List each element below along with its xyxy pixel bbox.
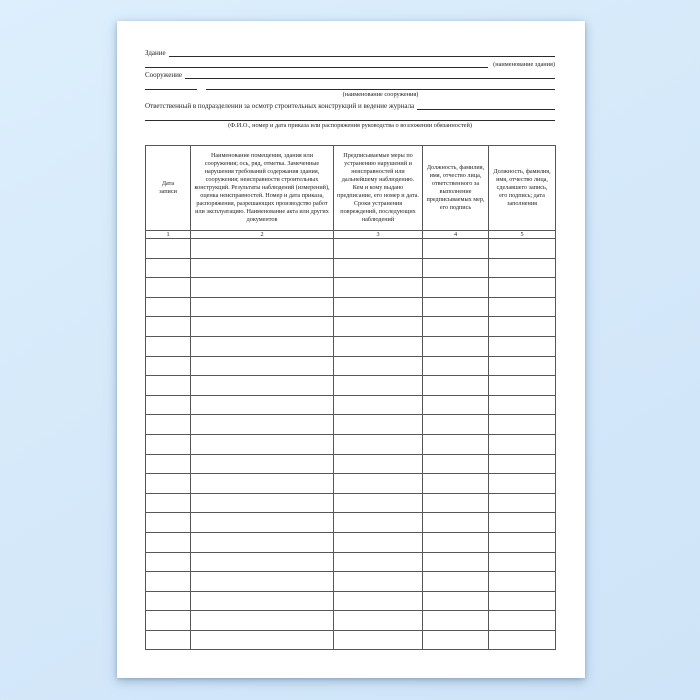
table-cell bbox=[423, 474, 489, 494]
table-cell bbox=[423, 356, 489, 376]
table-cell bbox=[146, 474, 191, 494]
column-number: 3 bbox=[334, 231, 423, 239]
table-cell bbox=[423, 239, 489, 259]
table-row bbox=[146, 454, 556, 474]
table-cell bbox=[146, 591, 191, 611]
table-cell bbox=[423, 552, 489, 572]
structure-label: Сооружение bbox=[145, 71, 182, 79]
table-cell bbox=[191, 258, 334, 278]
table-cell bbox=[334, 356, 423, 376]
table-cell bbox=[334, 493, 423, 513]
table-cell bbox=[191, 297, 334, 317]
table-cell bbox=[191, 454, 334, 474]
table-row bbox=[146, 258, 556, 278]
table-row bbox=[146, 493, 556, 513]
structure-fill-short bbox=[145, 88, 197, 90]
table-cell bbox=[191, 356, 334, 376]
responsible-fill-line bbox=[417, 108, 555, 110]
table-cell bbox=[146, 395, 191, 415]
structure-line-2 bbox=[145, 80, 555, 91]
table-cell bbox=[423, 278, 489, 298]
form-content bbox=[145, 47, 555, 650]
table-cell bbox=[489, 454, 556, 474]
table-cell bbox=[489, 474, 556, 494]
building-caption: (наименование здания) bbox=[493, 61, 555, 68]
table-cell bbox=[489, 572, 556, 592]
table-row bbox=[146, 611, 556, 631]
table-cell bbox=[146, 239, 191, 259]
building-fill-line bbox=[169, 55, 555, 57]
table-cell bbox=[489, 356, 556, 376]
table-cell bbox=[423, 297, 489, 317]
table-row bbox=[146, 297, 556, 317]
col-header-recorder: Должность, фамилия, имя, отчество лица, сделавшего запись, его подпись; дата заполнения bbox=[489, 146, 556, 231]
journal-table-body bbox=[146, 239, 556, 650]
table-cell bbox=[423, 434, 489, 454]
table-cell bbox=[191, 591, 334, 611]
table-cell bbox=[191, 317, 334, 337]
table-cell bbox=[334, 395, 423, 415]
column-number: 2 bbox=[191, 231, 334, 239]
table-cell bbox=[489, 395, 556, 415]
table-cell bbox=[334, 474, 423, 494]
table-cell bbox=[146, 630, 191, 650]
table-cell bbox=[191, 513, 334, 533]
table-cell bbox=[489, 591, 556, 611]
table-cell bbox=[146, 532, 191, 552]
table-cell bbox=[191, 395, 334, 415]
table-cell bbox=[146, 317, 191, 337]
table-cell bbox=[146, 434, 191, 454]
responsible-label: Ответственный в подразделении за осмотр строительных конструкций и ведение журнала bbox=[145, 102, 415, 110]
table-row bbox=[146, 630, 556, 650]
column-number: 4 bbox=[423, 231, 489, 239]
table-cell bbox=[489, 317, 556, 337]
table-cell bbox=[489, 376, 556, 396]
building-line bbox=[145, 47, 555, 58]
table-cell bbox=[191, 239, 334, 259]
responsible-caption: (Ф.И.О., номер и дата приказа или распоряжения руководства о возложении обязанностей) bbox=[228, 122, 472, 129]
responsible-line bbox=[145, 100, 555, 111]
table-cell bbox=[146, 513, 191, 533]
table-cell bbox=[146, 297, 191, 317]
table-cell bbox=[423, 258, 489, 278]
table-cell bbox=[146, 572, 191, 592]
table-row bbox=[146, 532, 556, 552]
table-row bbox=[146, 513, 556, 533]
table-cell bbox=[489, 434, 556, 454]
table-cell bbox=[146, 258, 191, 278]
table-cell bbox=[191, 532, 334, 552]
structure-caption: (наименование сооружения) bbox=[342, 91, 419, 98]
table-row bbox=[146, 474, 556, 494]
table-cell bbox=[334, 552, 423, 572]
table-cell bbox=[146, 278, 191, 298]
table-cell bbox=[423, 395, 489, 415]
table-cell bbox=[334, 317, 423, 337]
table-row bbox=[146, 572, 556, 592]
table-row bbox=[146, 434, 556, 454]
table-cell bbox=[334, 376, 423, 396]
table-row bbox=[146, 336, 556, 356]
table-cell bbox=[423, 591, 489, 611]
col-header-responsible: Должность, фамилия, имя, отчество лица, ответственного за выполнение предписываемых мер, его подпись bbox=[423, 146, 489, 231]
table-cell bbox=[423, 611, 489, 631]
table-cell bbox=[146, 552, 191, 572]
table-cell bbox=[334, 630, 423, 650]
table-cell bbox=[191, 630, 334, 650]
structure-fill-line bbox=[185, 77, 555, 79]
table-cell bbox=[146, 376, 191, 396]
table-cell bbox=[489, 258, 556, 278]
building-label: Здание bbox=[145, 49, 166, 57]
table-cell bbox=[191, 336, 334, 356]
table-cell bbox=[489, 297, 556, 317]
table-cell bbox=[334, 258, 423, 278]
column-number-row bbox=[146, 231, 556, 239]
table-cell bbox=[489, 513, 556, 533]
table-cell bbox=[423, 513, 489, 533]
table-cell bbox=[191, 376, 334, 396]
table-cell bbox=[191, 572, 334, 592]
building-fill-line-2 bbox=[145, 66, 488, 68]
table-cell bbox=[423, 415, 489, 435]
table-row bbox=[146, 356, 556, 376]
inspection-journal-table bbox=[145, 145, 556, 650]
table-cell bbox=[146, 336, 191, 356]
column-number: 1 bbox=[146, 231, 191, 239]
table-cell bbox=[334, 415, 423, 435]
table-cell bbox=[334, 572, 423, 592]
responsible-fill-line-2 bbox=[145, 119, 555, 121]
table-cell bbox=[146, 415, 191, 435]
responsible-line-2 bbox=[145, 111, 555, 122]
table-cell bbox=[334, 513, 423, 533]
table-cell bbox=[334, 434, 423, 454]
col-header-measures: Предписываемые меры по устранению нарушений и неисправностей или дальнейшему наблюдению. Кем и кому выдано предписание, его номер и дата. Сроки устранения повреждений, последующих наблюдений bbox=[334, 146, 423, 231]
table-cell bbox=[334, 611, 423, 631]
table-row bbox=[146, 395, 556, 415]
table-cell bbox=[334, 336, 423, 356]
table-cell bbox=[489, 630, 556, 650]
table-cell bbox=[489, 611, 556, 631]
table-cell bbox=[489, 336, 556, 356]
table-row bbox=[146, 552, 556, 572]
table-cell bbox=[489, 415, 556, 435]
building-caption-line bbox=[145, 58, 555, 69]
table-cell bbox=[423, 317, 489, 337]
structure-fill-line-2 bbox=[206, 88, 555, 90]
structure-line bbox=[145, 69, 555, 80]
table-row bbox=[146, 415, 556, 435]
table-cell bbox=[423, 630, 489, 650]
table-cell bbox=[191, 415, 334, 435]
table-cell bbox=[334, 278, 423, 298]
table-row bbox=[146, 239, 556, 259]
table-cell bbox=[191, 493, 334, 513]
table-cell bbox=[334, 454, 423, 474]
table-cell bbox=[334, 297, 423, 317]
table-cell bbox=[146, 493, 191, 513]
table-cell bbox=[423, 572, 489, 592]
table-cell bbox=[423, 493, 489, 513]
table-cell bbox=[423, 336, 489, 356]
table-cell bbox=[423, 532, 489, 552]
table-cell bbox=[489, 493, 556, 513]
table-row bbox=[146, 591, 556, 611]
table-cell bbox=[191, 474, 334, 494]
table-cell bbox=[489, 239, 556, 259]
table-row bbox=[146, 278, 556, 298]
table-cell bbox=[489, 552, 556, 572]
table-row bbox=[146, 317, 556, 337]
col-header-description: Наименование помещения, здания или сооружения; ось, ряд, отметка. Замеченные нарушения требований содержания здания, сооружения; неисправности строительных конструкций. Результаты наблюдений (измерений), оценка неисправностей. Номер и дата приказа, распоряжения, разрешающих производство работ или эксплуатацию. Наименование акта или других документов bbox=[191, 146, 334, 231]
table-cell bbox=[191, 434, 334, 454]
table-cell bbox=[146, 356, 191, 376]
col-header-date: Дата записи bbox=[146, 146, 191, 231]
table-cell bbox=[489, 532, 556, 552]
paper-sheet bbox=[117, 21, 585, 678]
table-cell bbox=[334, 591, 423, 611]
table-cell bbox=[146, 611, 191, 631]
table-cell bbox=[334, 239, 423, 259]
table-row bbox=[146, 376, 556, 396]
table-cell bbox=[191, 611, 334, 631]
table-cell bbox=[146, 454, 191, 474]
table-cell bbox=[423, 376, 489, 396]
table-cell bbox=[334, 532, 423, 552]
table-cell bbox=[423, 454, 489, 474]
table-cell bbox=[191, 552, 334, 572]
table-cell bbox=[489, 278, 556, 298]
table-cell bbox=[191, 278, 334, 298]
table-header-row bbox=[146, 146, 556, 231]
column-number: 5 bbox=[489, 231, 556, 239]
